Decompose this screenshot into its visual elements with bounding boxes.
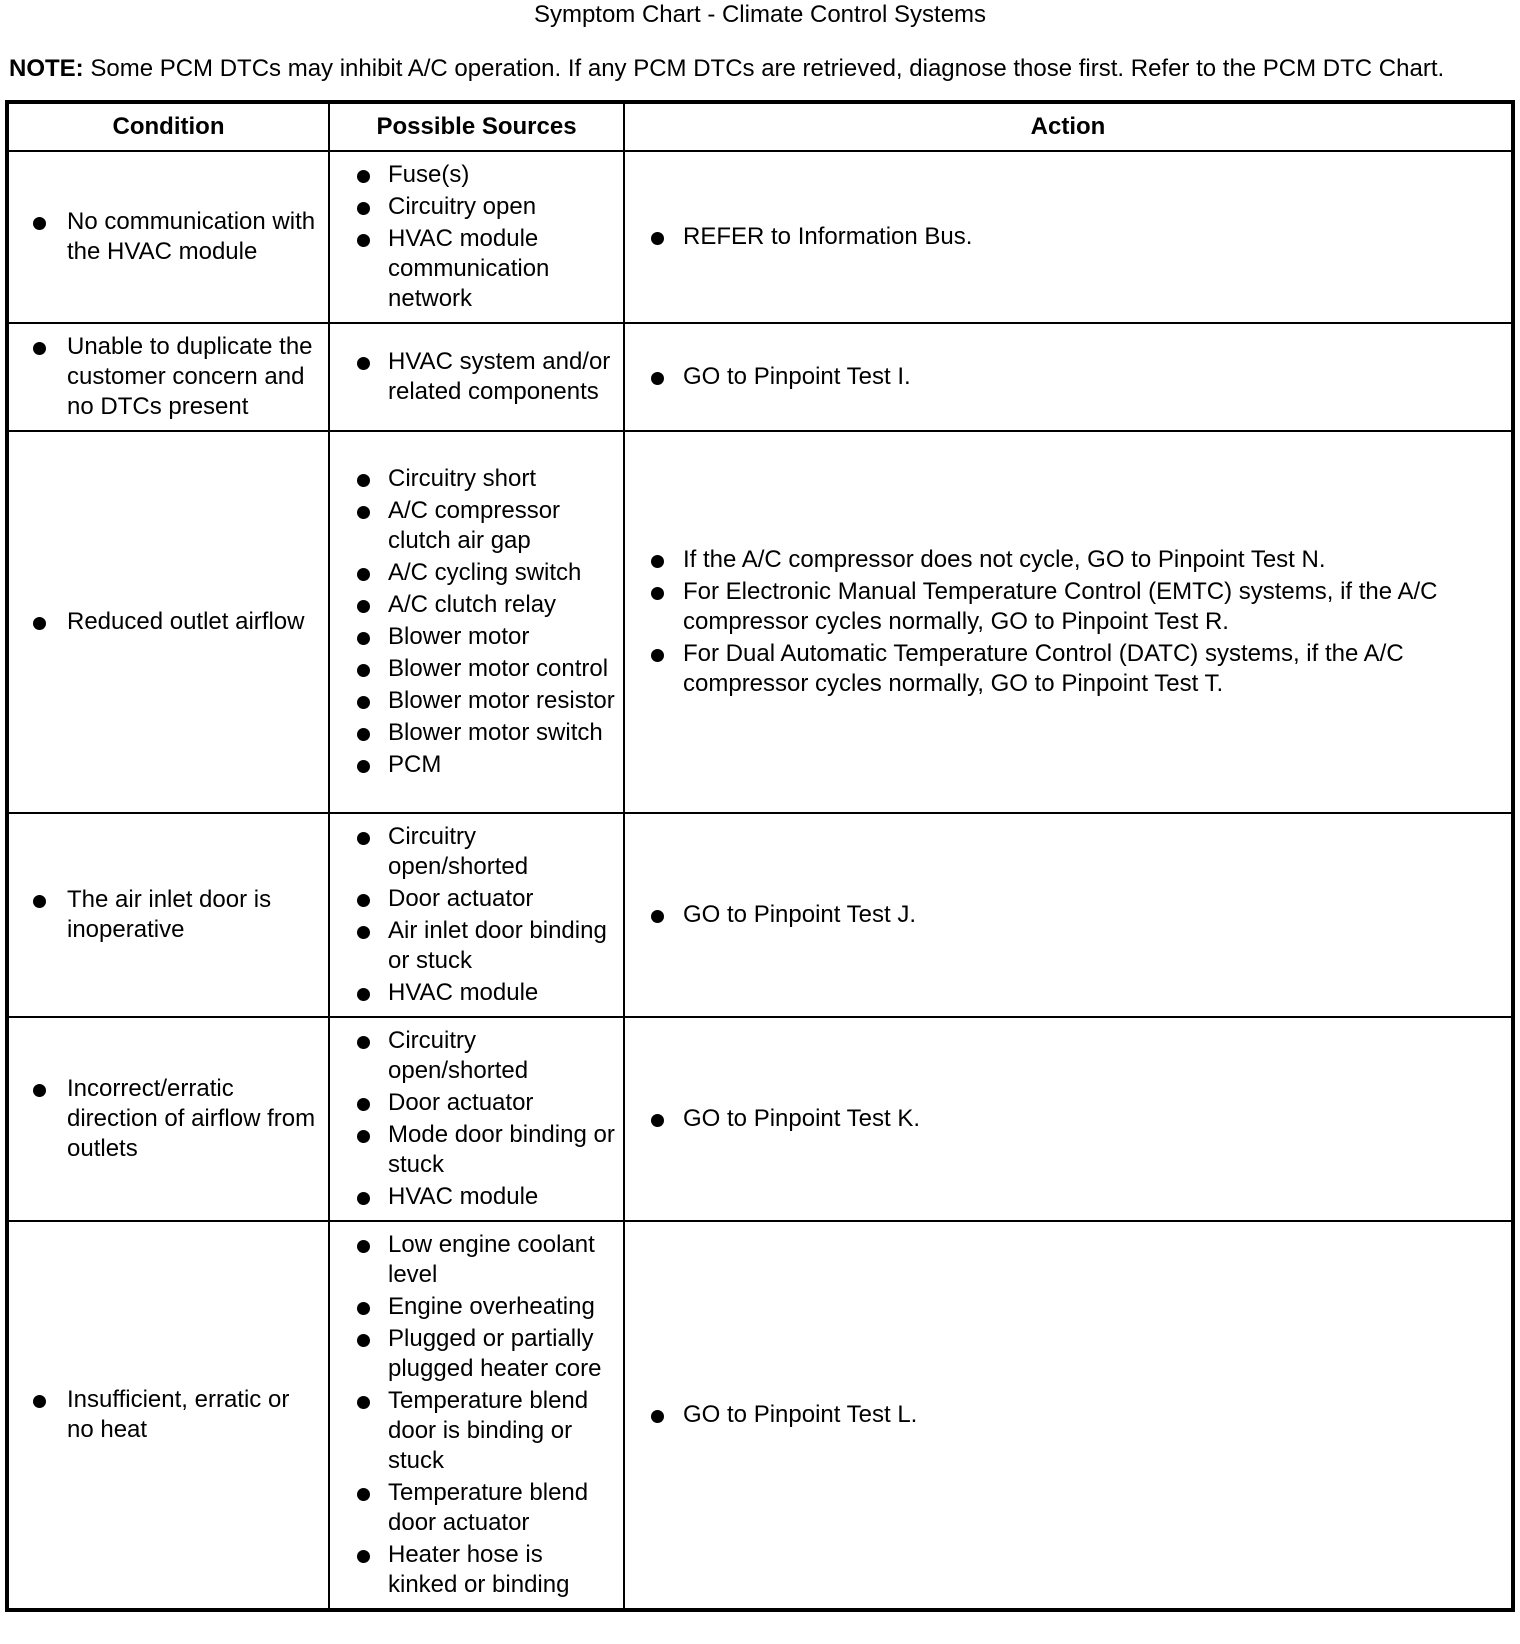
action-cell [624, 151, 1513, 323]
condition-item [9, 1385, 320, 1445]
source-item-text: PCM [388, 751, 442, 778]
bullet-icon [357, 1130, 370, 1143]
action-cell [624, 323, 1513, 431]
source-item [330, 1478, 615, 1538]
table-row [7, 1017, 1513, 1221]
source-item-text: A/C compressor clutch air gap [388, 497, 561, 554]
source-item-text: A/C cycling switch [388, 559, 582, 586]
action-cell-list [625, 1400, 1503, 1430]
source-item [330, 590, 615, 620]
condition-cell [7, 1221, 329, 1610]
source-item [330, 496, 615, 556]
source-item [330, 1540, 615, 1600]
source-item [330, 464, 615, 494]
bullet-icon [357, 632, 370, 645]
table-row [7, 323, 1513, 431]
condition-cell-list [9, 332, 320, 422]
bullet-icon [357, 696, 370, 709]
source-item [330, 750, 615, 780]
bullet-icon [357, 568, 370, 581]
source-item [330, 916, 615, 976]
condition-item [9, 1074, 320, 1164]
bullet-icon [357, 1192, 370, 1205]
header-action: Action [624, 102, 1513, 151]
source-item [330, 1324, 615, 1384]
bullet-icon [357, 1302, 370, 1315]
source-item [330, 1026, 615, 1086]
bullet-icon [357, 1396, 370, 1409]
source-item-text: Plugged or partially plugged heater core [388, 1325, 602, 1382]
condition-item [9, 332, 320, 422]
source-item-text: Blower motor switch [388, 719, 603, 746]
note-paragraph [9, 54, 1514, 84]
note-label: NOTE: [9, 55, 84, 82]
header-condition: Condition [7, 102, 329, 151]
source-item-text: Door actuator [388, 885, 534, 912]
action-item-text: GO to Pinpoint Test K. [683, 1105, 921, 1132]
source-item-text: Blower motor [388, 623, 530, 650]
source-item-text: Blower motor control [388, 655, 609, 682]
action-item [625, 639, 1503, 699]
possible-sources-cell-list [330, 1230, 615, 1600]
bullet-icon [357, 1488, 370, 1501]
action-item [625, 362, 1503, 392]
condition-item-text: Reduced outlet airflow [67, 608, 305, 635]
table-row [7, 151, 1513, 323]
possible-sources-cell-list [330, 822, 615, 1008]
source-item-text: A/C clutch relay [388, 591, 557, 618]
source-item-text: Circuitry open/shorted [388, 823, 529, 880]
source-item-text: HVAC module [388, 1183, 539, 1210]
source-item [330, 1230, 615, 1290]
condition-item [9, 885, 320, 945]
action-item-text: If the A/C compressor does not cycle, GO to Pinpoint Test N. [683, 546, 1326, 573]
action-cell-list [625, 900, 1503, 930]
source-item-text: Engine overheating [388, 1293, 595, 1320]
condition-item-text: Insufficient, erratic or no heat [67, 1386, 290, 1443]
action-cell [624, 431, 1513, 813]
condition-cell-list [9, 1385, 320, 1445]
action-item-text: For Dual Automatic Temperature Control (DATC) systems, if the A/C compressor cycles normally, GO to Pinpoint Test T. [683, 640, 1404, 697]
possible-sources-cell [329, 431, 624, 813]
condition-item-text: Unable to duplicate the customer concern and no DTCs present [67, 333, 313, 420]
source-item-text: Door actuator [388, 1089, 534, 1116]
source-item [330, 224, 615, 314]
possible-sources-cell [329, 1017, 624, 1221]
action-cell-list [625, 222, 1503, 252]
source-item [330, 1182, 615, 1212]
source-item [330, 884, 615, 914]
source-item-text: Fuse(s) [388, 161, 470, 188]
source-item [330, 558, 615, 588]
bullet-icon [357, 202, 370, 215]
note-text: Some PCM DTCs may inhibit A/C operation. If any PCM DTCs are retrieved, diagnose those first. Refer to the PCM DTC Chart. [83, 55, 1445, 82]
source-item [330, 192, 615, 222]
action-item-text: GO to Pinpoint Test I. [683, 363, 911, 390]
bullet-icon [33, 217, 46, 230]
condition-item-text: The air inlet door is inoperative [67, 886, 272, 943]
action-cell-list [625, 362, 1503, 392]
source-item-text: Low engine coolant level [388, 1231, 595, 1288]
condition-cell-list [9, 607, 320, 637]
condition-cell [7, 1017, 329, 1221]
bullet-icon [651, 372, 664, 385]
source-item [330, 347, 615, 407]
source-item [330, 160, 615, 190]
source-item-text: Temperature blend door actuator [388, 1479, 589, 1536]
possible-sources-cell-list [330, 160, 615, 314]
bullet-icon [357, 1098, 370, 1111]
source-item-text: Circuitry open/shorted [388, 1027, 529, 1084]
source-item-text: HVAC module communication network [388, 225, 550, 312]
action-item [625, 1104, 1503, 1134]
source-item-text: Temperature blend door is binding or stuck [388, 1387, 589, 1474]
table-row [7, 431, 1513, 813]
source-item [330, 1386, 615, 1476]
condition-item-text: No communication with the HVAC module [67, 208, 316, 265]
possible-sources-cell-list [330, 347, 615, 407]
bullet-icon [651, 555, 664, 568]
bullet-icon [357, 894, 370, 907]
action-item-text: For Electronic Manual Temperature Control (EMTC) systems, if the A/C compressor cycles normally, GO to Pinpoint Test R. [683, 578, 1438, 635]
condition-cell [7, 323, 329, 431]
source-item [330, 1120, 615, 1180]
bullet-icon [651, 1114, 664, 1127]
bullet-icon [33, 895, 46, 908]
bullet-icon [357, 728, 370, 741]
action-cell-list [625, 1104, 1503, 1134]
possible-sources-cell [329, 151, 624, 323]
bullet-icon [651, 232, 664, 245]
bullet-icon [357, 760, 370, 773]
condition-cell [7, 813, 329, 1017]
action-item [625, 900, 1503, 930]
action-cell-list [625, 545, 1503, 699]
action-item-text: GO to Pinpoint Test J. [683, 901, 917, 928]
table-header-row [7, 102, 1513, 151]
action-item [625, 1400, 1503, 1430]
source-item [330, 978, 615, 1008]
condition-cell-list [9, 885, 320, 945]
source-item-text: HVAC system and/or related components [388, 348, 611, 405]
source-item [330, 822, 615, 882]
source-item [330, 718, 615, 748]
condition-cell-list [9, 207, 320, 267]
possible-sources-cell [329, 323, 624, 431]
condition-cell [7, 431, 329, 813]
source-item-text: Mode door binding or stuck [388, 1121, 615, 1178]
table-row [7, 1221, 1513, 1610]
header-possible-sources: Possible Sources [329, 102, 624, 151]
source-item-text: Circuitry short [388, 465, 537, 492]
bullet-icon [651, 910, 664, 923]
bullet-icon [357, 926, 370, 939]
bullet-icon [357, 1036, 370, 1049]
table-body [7, 151, 1513, 1610]
source-item-text: Circuitry open [388, 193, 537, 220]
bullet-icon [357, 234, 370, 247]
bullet-icon [357, 170, 370, 183]
bullet-icon [33, 1084, 46, 1097]
bullet-icon [357, 664, 370, 677]
bullet-icon [33, 342, 46, 355]
action-cell [624, 1017, 1513, 1221]
source-item-text: Heater hose is kinked or binding [388, 1541, 570, 1598]
condition-item-text: Incorrect/erratic direction of airflow from outlets [67, 1075, 316, 1162]
symptom-table [5, 100, 1515, 1612]
source-item-text: Blower motor resistor [388, 687, 615, 714]
bullet-icon [357, 1240, 370, 1253]
bullet-icon [357, 474, 370, 487]
bullet-icon [651, 1410, 664, 1423]
bullet-icon [357, 357, 370, 370]
source-item [330, 1088, 615, 1118]
possible-sources-cell-list [330, 464, 615, 780]
condition-cell-list [9, 1074, 320, 1164]
source-item [330, 654, 615, 684]
bullet-icon [357, 506, 370, 519]
bullet-icon [357, 988, 370, 1001]
bullet-icon [357, 832, 370, 845]
bullet-icon [357, 600, 370, 613]
condition-cell [7, 151, 329, 323]
source-item [330, 1292, 615, 1322]
source-item [330, 686, 615, 716]
bullet-icon [33, 1395, 46, 1408]
bullet-icon [33, 617, 46, 630]
condition-item [9, 207, 320, 267]
bullet-icon [357, 1550, 370, 1563]
possible-sources-cell-list [330, 1026, 615, 1212]
action-item [625, 545, 1503, 575]
condition-item [9, 607, 320, 637]
possible-sources-cell [329, 813, 624, 1017]
source-item-text: HVAC module [388, 979, 539, 1006]
possible-sources-cell [329, 1221, 624, 1610]
action-item [625, 222, 1503, 252]
bullet-icon [357, 1334, 370, 1347]
action-item [625, 577, 1503, 637]
source-item-text: Air inlet door binding or stuck [388, 917, 607, 974]
page-title: Symptom Chart - Climate Control Systems [533, 1, 987, 28]
action-item-text: GO to Pinpoint Test L. [683, 1401, 918, 1428]
action-cell [624, 813, 1513, 1017]
bullet-icon [651, 587, 664, 600]
table-row [7, 813, 1513, 1017]
bullet-icon [651, 649, 664, 662]
source-item [330, 622, 615, 652]
action-item-text: REFER to Information Bus. [683, 223, 973, 250]
action-cell [624, 1221, 1513, 1610]
